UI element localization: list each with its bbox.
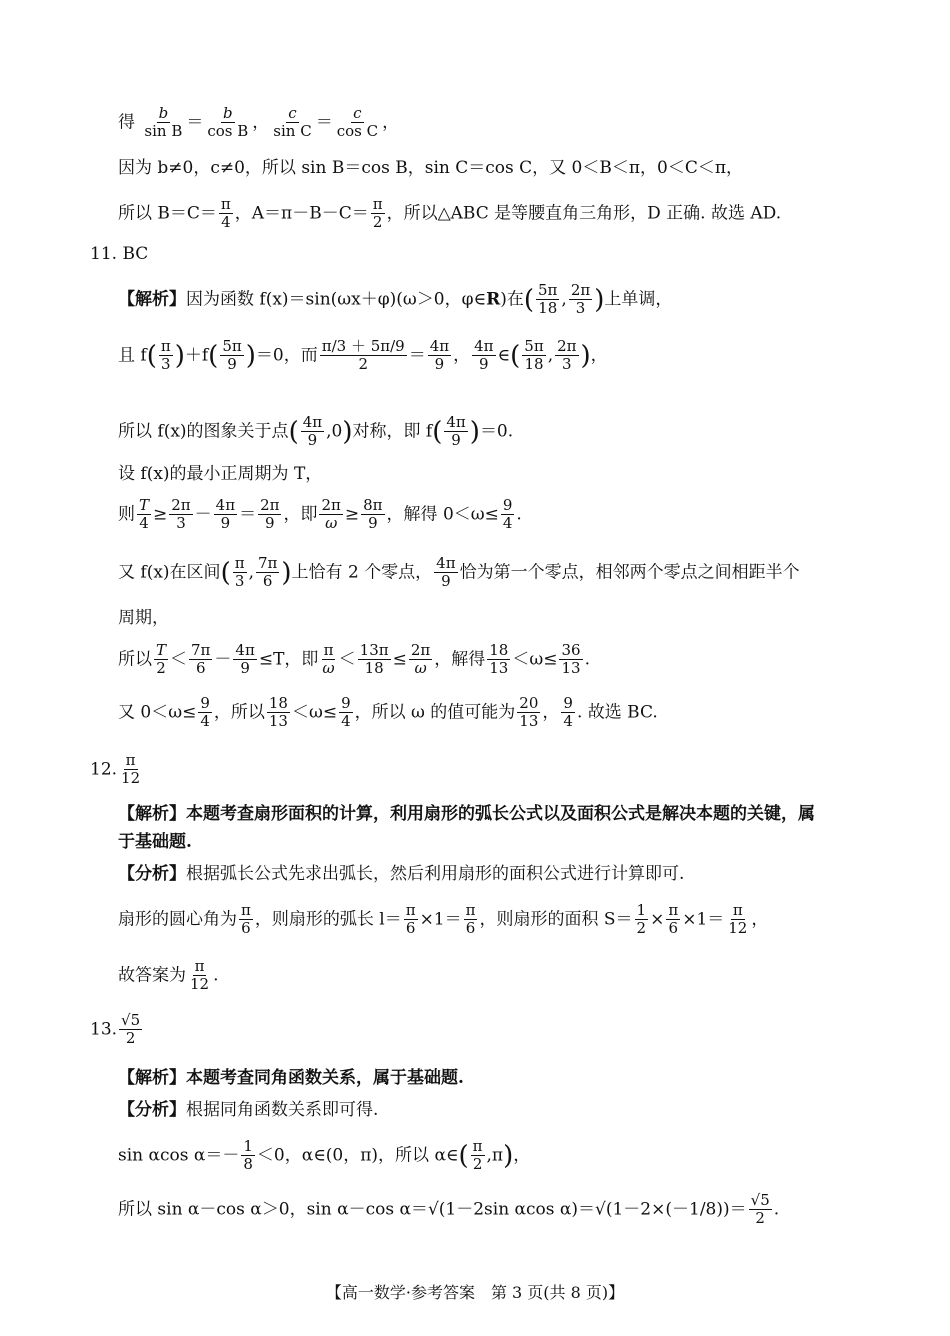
- q12-analysis-line-5: 故答案为 $\frac{\pi}{12}$ .: [118, 957, 219, 994]
- q13-analysis-line-1: 【解析】本题考查同角函数关系，属于基础题.: [118, 1068, 464, 1088]
- q11-analysis-line-5: 则 $\frac{T}{4}$ ≥ $\frac{2\pi}{3}$ － $\frac{4\pi}{9}$ ＝ $\frac{2\pi}{9}$ ，即 $\frac{2\pi}{\omega}$ ≥ $\frac{8\pi}{9}$ ，解得 0＜ω≤ $\frac{9}{4}$ .: [118, 496, 522, 533]
- q11-analysis-line-8: 所以 $\frac{T}{2}$ ＜ $\frac{7\pi}{6}$ － $\frac{4\pi}{9}$ ≤T，即 $\frac{\pi}{\omega}$ ＜ $\frac{13\pi}{18}$ ≤ $\frac{2\pi}{\omega}$ ，解得 $\frac{18}{13}$ ＜ω≤ $\frac{36}{13}$ .: [118, 641, 590, 678]
- question-11-answer: 11. BC: [90, 244, 149, 264]
- q11-analysis-line-6: 又 f(x)在区间( $\frac{\pi}{3}$ , $\frac{7\pi}{6}$ )上恰有 2 个零点， $\frac{4\pi}{9}$ 恰为第一个零点，相邻两个零点之间相距半个: [118, 554, 800, 591]
- q13-analysis-line-4: 所以 sin α－cos α＞0，sin α－cos α＝√(1－2sin αcos α)＝√(1－2×(－1/8))＝ $\frac{√5}{2}$ .: [118, 1191, 780, 1228]
- q11-analysis-line-9: 又 0＜ω≤ $\frac{9}{4}$ ，所以 $\frac{18}{13}$ ＜ω≤ $\frac{9}{4}$ ，所以 ω 的值可能为 $\frac{20}{13}$ ， $\frac{9}{4}$ . 故选 BC.: [118, 694, 658, 731]
- q12-analysis-line-2: 于基础题.: [118, 832, 192, 852]
- fraction: $\frac{b}{\text{cos B}}$: [207, 104, 249, 141]
- derivation-line-3: 所以 B＝C＝ $\frac{\pi}{4}$ ，A＝π－B－C＝ $\frac{\pi}{2}$ ，所以△ABC 是等腰直角三角形，D 正确. 故选 AD.: [118, 195, 782, 232]
- fraction: $\frac{c}{\text{sin C}}$: [273, 104, 312, 141]
- q11-analysis-line-2: 且 f( $\frac{\pi}{3}$ )＋f( $\frac{5\pi}{9}$ )＝0，而 $\frac{\pi/3 + 5\pi/9}{2}$ ＝ $\frac{4\pi}{9}$ ， $\frac{4\pi}{9}$ ∈( $\frac{5\pi}{18}$ , $\frac{2\pi}{3}$ )，: [118, 337, 608, 374]
- q11-analysis-line-4: 设 f(x)的最小正周期为 T，: [118, 464, 323, 484]
- q12-analysis-line-4: 扇形的圆心角为 $\frac{\pi}{6}$ ，则扇形的弧长 l＝ $\frac{\pi}{6}$ ×1＝ $\frac{\pi}{6}$ ，则扇形的面积 S＝ $\frac{1}{2}$ × $\frac{\pi}{6}$ ×1＝ $\frac{\pi}{12}$ ，: [118, 901, 769, 938]
- fraction: $\frac{c}{\text{cos C}}$: [336, 104, 379, 141]
- question-12-answer: 12. $\frac{\pi}{12}$: [90, 751, 141, 788]
- q11-analysis-line-3: 所以 f(x)的图象关于点( $\frac{4\pi}{9}$ ,0)对称，即 f( $\frac{4\pi}{9}$ )＝0.: [118, 413, 514, 450]
- page-footer: 【高一数学·参考答案 第 3 页(共 8 页)】: [325, 1283, 625, 1302]
- q12-analysis-line-3: 【分析】根据弧长公式先求出弧长，然后利用扇形的面积公式进行计算即可.: [118, 864, 685, 884]
- q11-analysis-line-7: 周期，: [118, 608, 169, 628]
- question-13-answer: 13. $\frac{√5}{2}$: [90, 1011, 141, 1048]
- fraction: $\frac{b}{\text{sin B}}$: [144, 104, 183, 141]
- derivation-line-2: 因为 b≠0，c≠0，所以 sin B＝cos B，sin C＝cos C，又 0＜B＜π，0＜C＜π，: [118, 158, 744, 178]
- q13-analysis-line-3: sin αcos α＝－ $\frac{1}{8}$ ＜0，α∈(0，π)，所以 α∈( $\frac{\pi}{2}$ ,π)，: [118, 1137, 531, 1174]
- q11-analysis-line-1: 【解析】因为函数 f(x)＝sin(ωx＋φ)(ω＞0，φ∈R)在( $\frac{5\pi}{18}$ , $\frac{2\pi}{3}$ )上单调，: [118, 281, 673, 318]
- q12-analysis-line-1: 【解析】本题考查扇形面积的计算，利用扇形的弧长公式以及面积公式是解决本题的关键，属: [118, 804, 815, 824]
- q13-analysis-line-2: 【分析】根据同角函数关系即可得.: [118, 1100, 379, 1120]
- derivation-line-1: 得 $\frac{b}{\text{sin B}}$ ＝ $\frac{b}{\text{cos B}}$ ， $\frac{c}{\text{sin C}}$ ＝ $\frac{c}{\text{cos C}}$ ，: [118, 104, 400, 141]
